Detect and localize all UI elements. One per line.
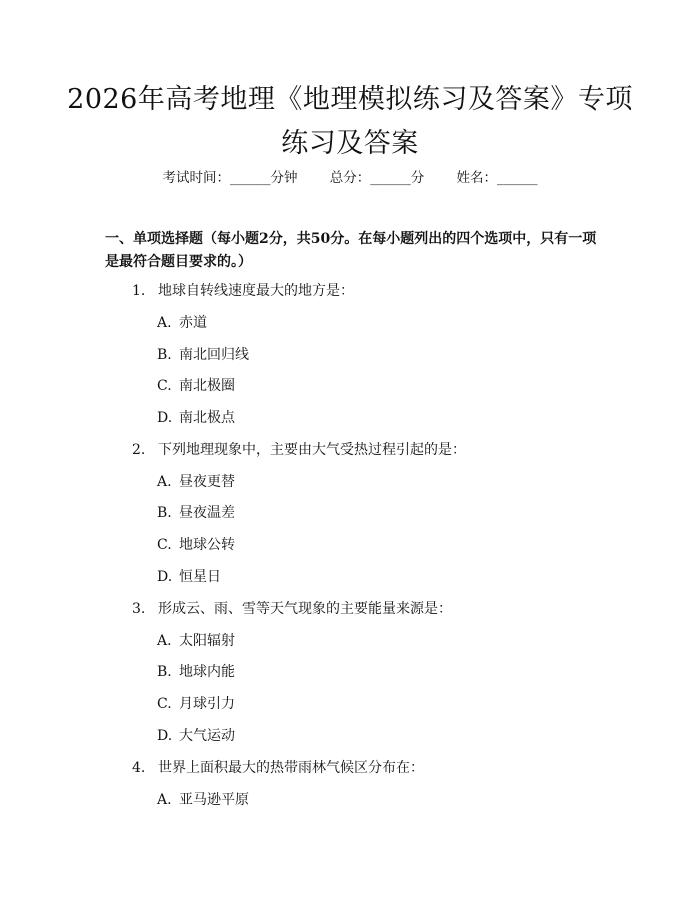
option-2b bbox=[157, 503, 577, 523]
option-text: 地球内能 bbox=[179, 664, 235, 680]
question-text: 世界上面积最大的热带雨林气候区分布在： bbox=[158, 760, 424, 776]
option-4a bbox=[157, 790, 577, 810]
option-2c bbox=[157, 535, 577, 555]
option-letter: D. bbox=[157, 728, 173, 744]
option-text: 地球公转 bbox=[179, 537, 235, 553]
option-text: 南北极圈 bbox=[179, 378, 235, 394]
option-2a bbox=[157, 472, 577, 492]
option-text: 南北极点 bbox=[179, 410, 235, 426]
option-letter: B. bbox=[157, 664, 172, 680]
question-number: 1. bbox=[132, 283, 146, 299]
question-number: 2. bbox=[132, 442, 146, 458]
question-text: 下列地理现象中，主要由大气受热过程引起的是： bbox=[158, 442, 466, 458]
option-letter: A. bbox=[157, 792, 172, 808]
question-3 bbox=[132, 599, 592, 619]
option-letter: A. bbox=[157, 633, 172, 649]
option-2d bbox=[157, 567, 577, 587]
exam-name: 姓名：______ bbox=[456, 170, 538, 186]
option-1b bbox=[157, 345, 577, 365]
option-text: 太阳辐射 bbox=[179, 633, 235, 649]
option-text: 恒星日 bbox=[179, 569, 221, 585]
option-letter: D. bbox=[157, 410, 173, 426]
option-1a bbox=[157, 313, 577, 333]
exam-time: 考试时间：______分钟 bbox=[162, 170, 298, 186]
exam-meta bbox=[0, 168, 700, 188]
option-text: 月球引力 bbox=[179, 696, 235, 712]
option-1d bbox=[157, 408, 577, 428]
option-letter: A. bbox=[157, 315, 172, 331]
question-number: 3. bbox=[132, 601, 146, 617]
option-letter: C. bbox=[157, 378, 172, 394]
option-letter: A. bbox=[157, 474, 172, 490]
option-letter: D. bbox=[157, 569, 173, 585]
option-text: 赤道 bbox=[179, 315, 207, 331]
option-1c bbox=[157, 376, 577, 396]
page-title: 2026年高考地理《地理模拟练习及答案》专项练习及答案 bbox=[67, 84, 633, 159]
question-text: 地球自转线速度最大的地方是： bbox=[158, 283, 354, 299]
option-text: 昼夜温差 bbox=[179, 505, 235, 521]
option-letter: C. bbox=[157, 696, 172, 712]
option-text: 大气运动 bbox=[179, 728, 235, 744]
option-3a bbox=[157, 631, 577, 651]
option-3c bbox=[157, 694, 577, 714]
option-letter: B. bbox=[157, 505, 172, 521]
option-letter: B. bbox=[157, 347, 172, 363]
option-3b bbox=[157, 662, 577, 682]
option-letter: C. bbox=[157, 537, 172, 553]
question-text: 形成云、雨、雪等天气现象的主要能量来源是： bbox=[158, 601, 452, 617]
option-3d bbox=[157, 726, 577, 746]
option-text: 亚马逊平原 bbox=[179, 792, 249, 808]
section-heading: 一、单项选择题（每小题2分，共50分。在每小题列出的四个选项中，只有一项是最符合题目要求的。） bbox=[105, 231, 597, 270]
question-1 bbox=[132, 281, 592, 301]
question-number: 4. bbox=[132, 760, 146, 776]
option-text: 南北回归线 bbox=[179, 347, 249, 363]
question-2 bbox=[132, 440, 592, 460]
option-text: 昼夜更替 bbox=[179, 474, 235, 490]
question-4 bbox=[132, 758, 592, 778]
exam-score: 总分：______分 bbox=[329, 170, 425, 186]
